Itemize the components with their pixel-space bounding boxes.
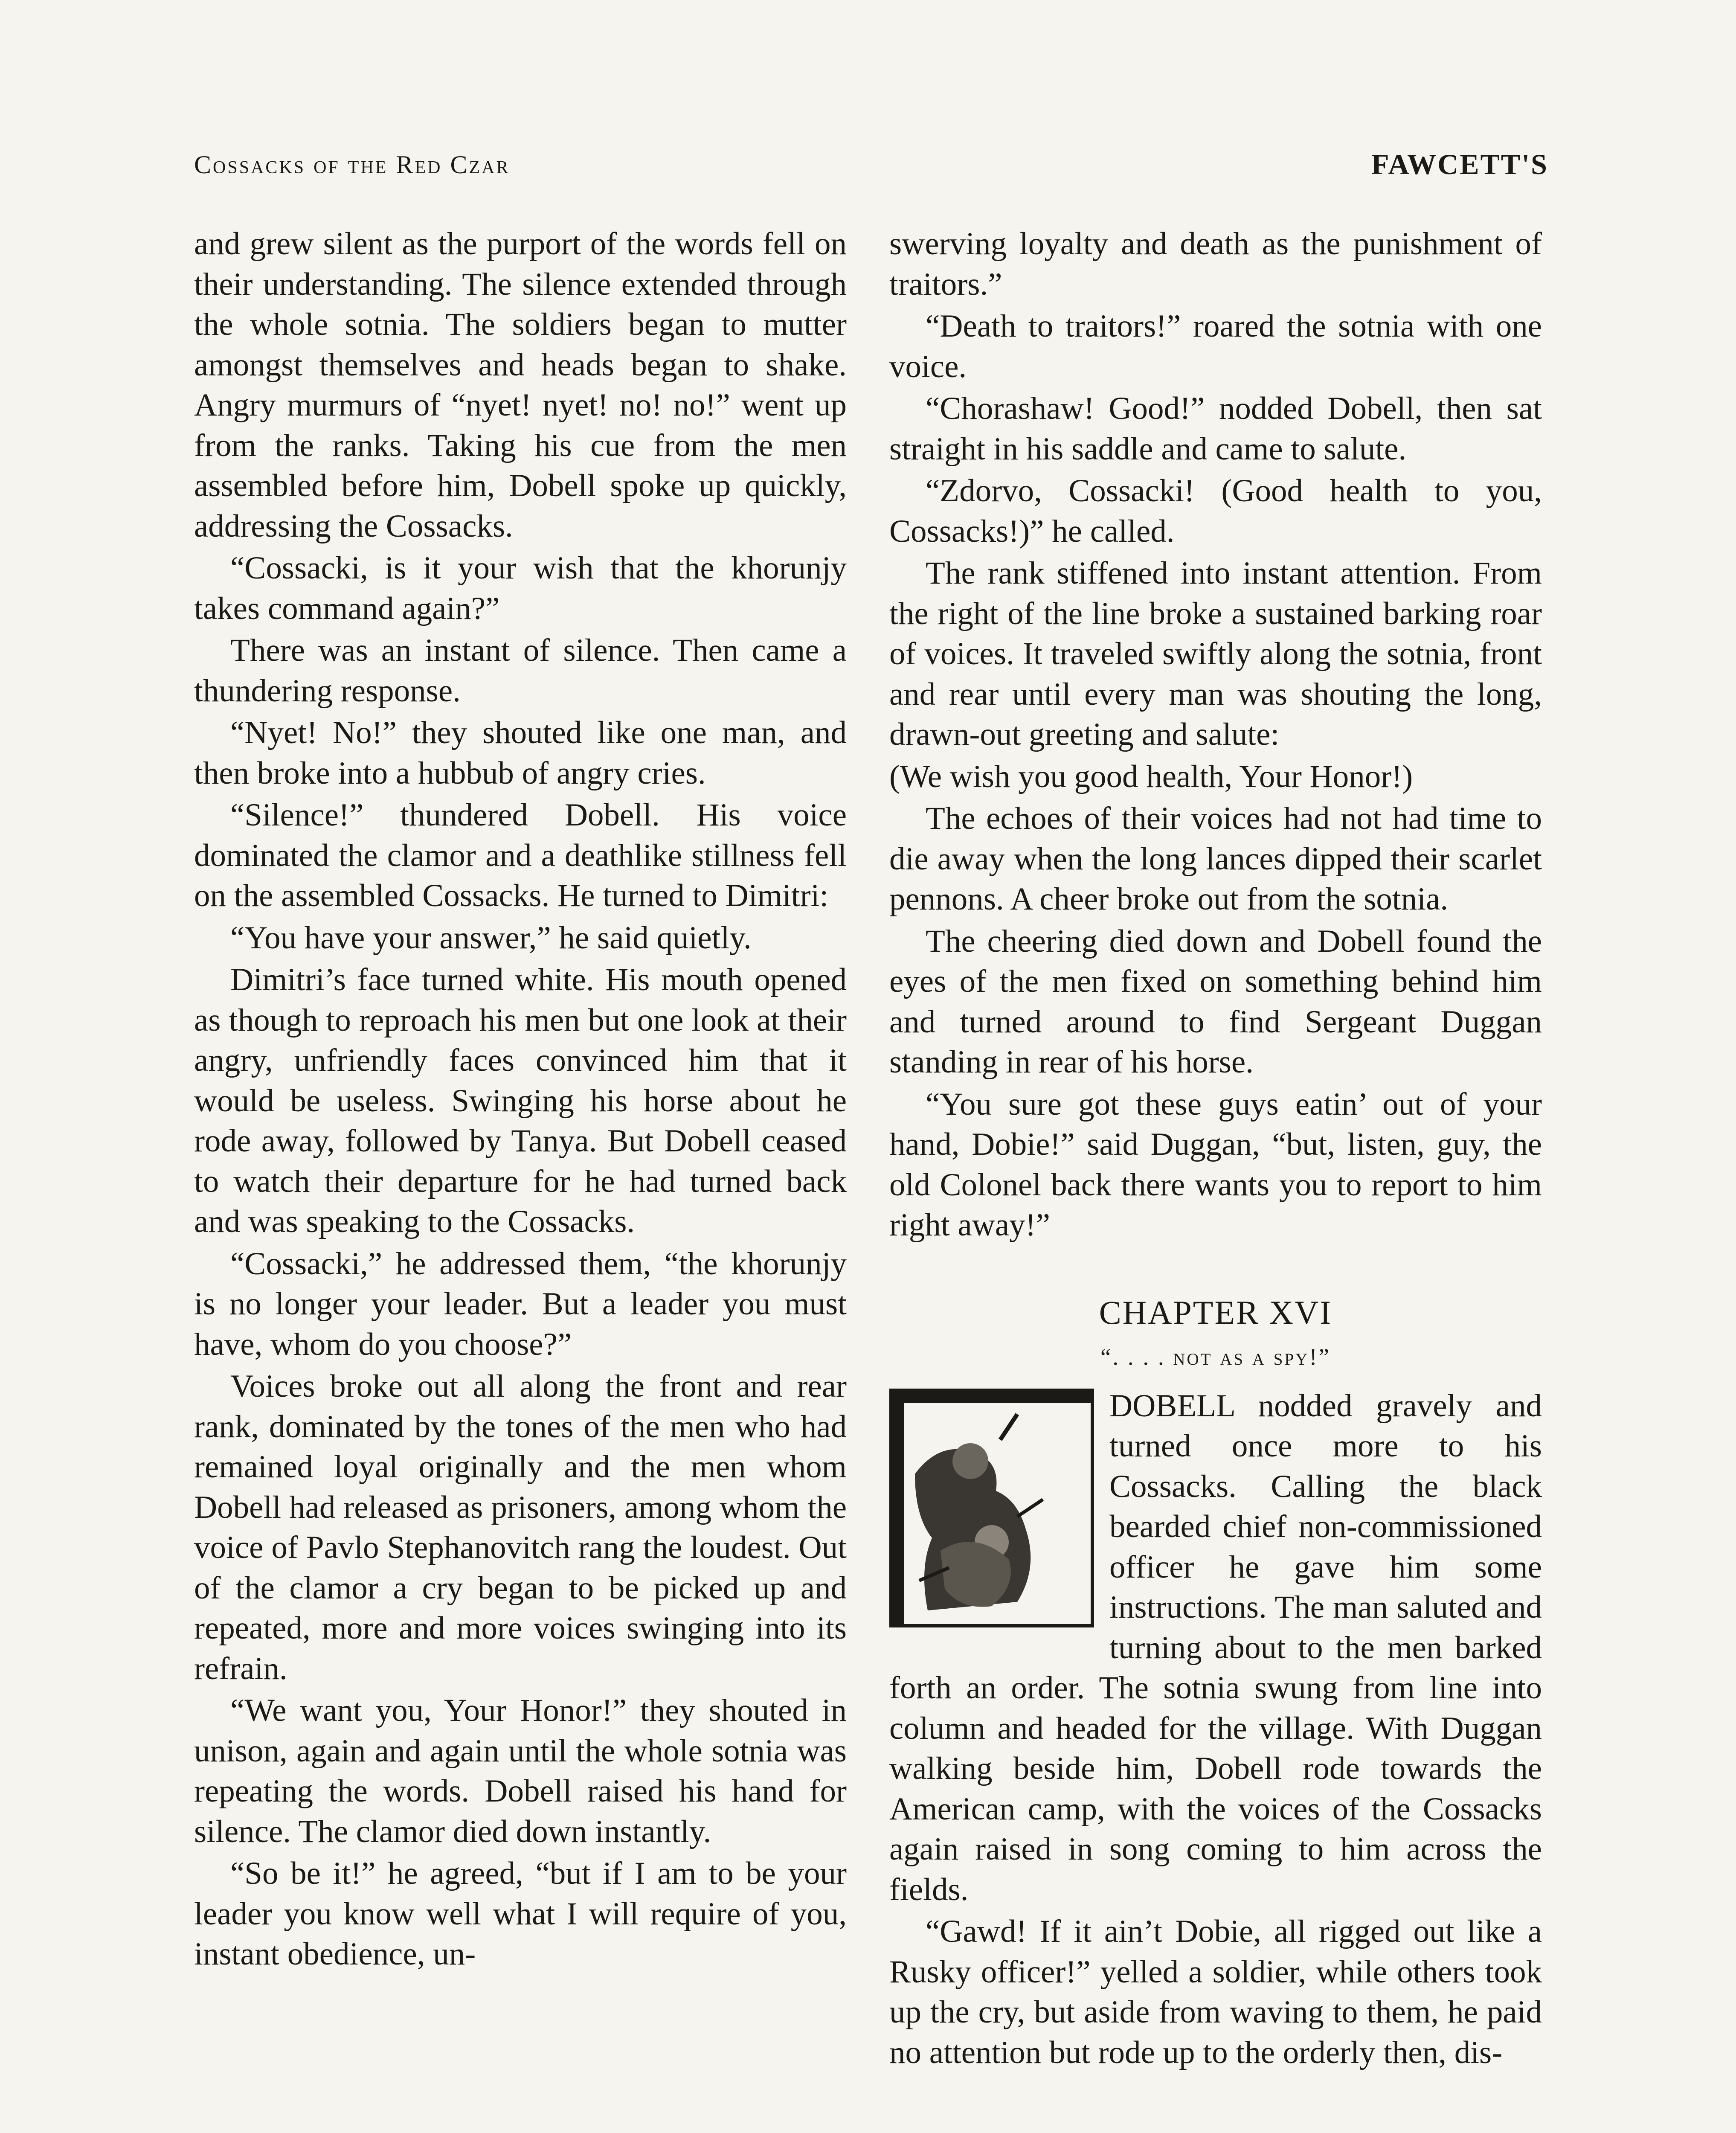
paragraph: Voices broke out all along the front and rear rank, dominated by the tones of the men who had remained loyal originally and the men whom Dobell had released as prisoners, among whom the voice of Pavlo Stephanovitch rang the loudest. Out of the clamor a cry began to be picked up and repeated, more and more voices swinging into its refrain. [194,1369,847,1686]
chapter-opening-paragraph: DOBELL nodded gravely and turned once more to his Cossacks. Calling the black bearded chief non-commissioned officer he gave him some instructions. The man saluted and turning about to the men barked forth an order. The sotnia swung from line into column and headed for the village. With Duggan walking beside him, Dobell rode towards the American camp, with the voices of the Cossacks again raised in song coming to him across the fields. [889,1388,1542,1907]
running-head [194,150,1548,189]
right-column [889,224,1542,2075]
paragraph: “So be it!” he agreed, “but if I am to be your leader you know well what I will require of you, instant obedience, un- [194,1856,847,1972]
paragraph: The echoes of their voices had not had time to die away when the long lances dipped their scarlet pennons. A cheer broke out from the sotnia. [889,801,1542,917]
paragraph: (We wish you good health, Your Honor!) [889,758,1413,794]
paragraph: The cheering died down and Dobell found the eyes of the men fixed on something behind him and turned around to find Sergeant Duggan standing in rear of his horse. [889,923,1542,1080]
paragraph: “Silence!” thundered Dobell. His voice dominated the clamor and a deathlike stillness fell on the assembled Cossacks. He turned to Dimitri: [194,797,847,913]
left-column [194,224,847,1976]
paragraph: swerving loyalty and death as the punishment of traitors.” [889,226,1542,302]
paragraph: “Death to traitors!” roared the sotnia with one voice. [889,308,1542,384]
paragraph: “Gawd! If it ain’t Dobie, all rigged out like a Rusky officer!” yelled a soldier, while others took up the cry, but aside from waving to them, he paid no attention but rode up to the orderly then, dis- [889,1914,1542,2070]
paragraph: There was an instant of silence. Then came a thundering response. [194,633,847,709]
paragraph: “Zdorvo, Cossacki! (Good health to you, Cossacks!)” he called. [889,473,1542,549]
decorated-initial-illustration [889,1389,1094,1627]
paragraph: “You sure got these guys eatin’ out of your hand, Dobie!” said Duggan, “but, listen, guy, the old Colonel back there wants you to report to him right away!” [889,1086,1542,1243]
illustration-soldiers-icon [889,1389,1094,1627]
paragraph: “Cossacki,” he addressed them, “the khorunjy is no longer your leader. But a leader you must have, whom do you choose?” [194,1246,847,1362]
running-head-title: Cossacks of the Red Czar [194,151,510,179]
paragraph: “We want you, Your Honor!” they shouted in unison, again and again until the whole sotnia was repeating the words. Dobell raised his hand for silence. The clamor died down instantly. [194,1693,847,1849]
paragraph: “Cossacki, is it your wish that the khorunjy takes command again?” [194,550,847,626]
paragraph: Dimitri’s face turned white. His mouth opened as though to reproach his men but one look at their angry, unfriendly faces convinced him that it would be useless. Swinging his horse about he rode away, followed by Tanya. But Dobell ceased to watch their departure for he had turned back and was speaking to the Cossacks. [194,962,847,1239]
paragraph: and grew silent as the purport of the words fell on their understanding. The silence extended through the whole sotnia. The soldiers began to mutter amongst themselves and heads began to shake. Angry murmurs of “nyet! nyet! no! no!” went up from the ranks. Taking his cue from the men assembled before him, Dobell spoke up quickly, addressing the Cossacks. [194,226,847,544]
paragraph: “Nyet! No!” they shouted like one man, and then broke into a hubbub of angry cries. [194,715,847,791]
paragraph: The rank stiffened into instant attention. From the right of the line broke a sustained barking roar of voices. It traveled swiftly along the sotnia, front and rear until every man was shouting the long, drawn-out greeting and salute: [889,555,1542,752]
running-head-magazine: FAWCETT'S [1371,148,1548,180]
paragraph: “Chorashaw! Good!” nodded Dobell, then sat straight in his saddle and came to salute. [889,391,1542,467]
chapter-title: CHAPTER XVI [1099,1293,1332,1331]
paragraph: “You have your answer,” he said quietly. [230,920,752,956]
chapter-subtitle: “. . . . not as a spy!” [1100,1344,1331,1370]
